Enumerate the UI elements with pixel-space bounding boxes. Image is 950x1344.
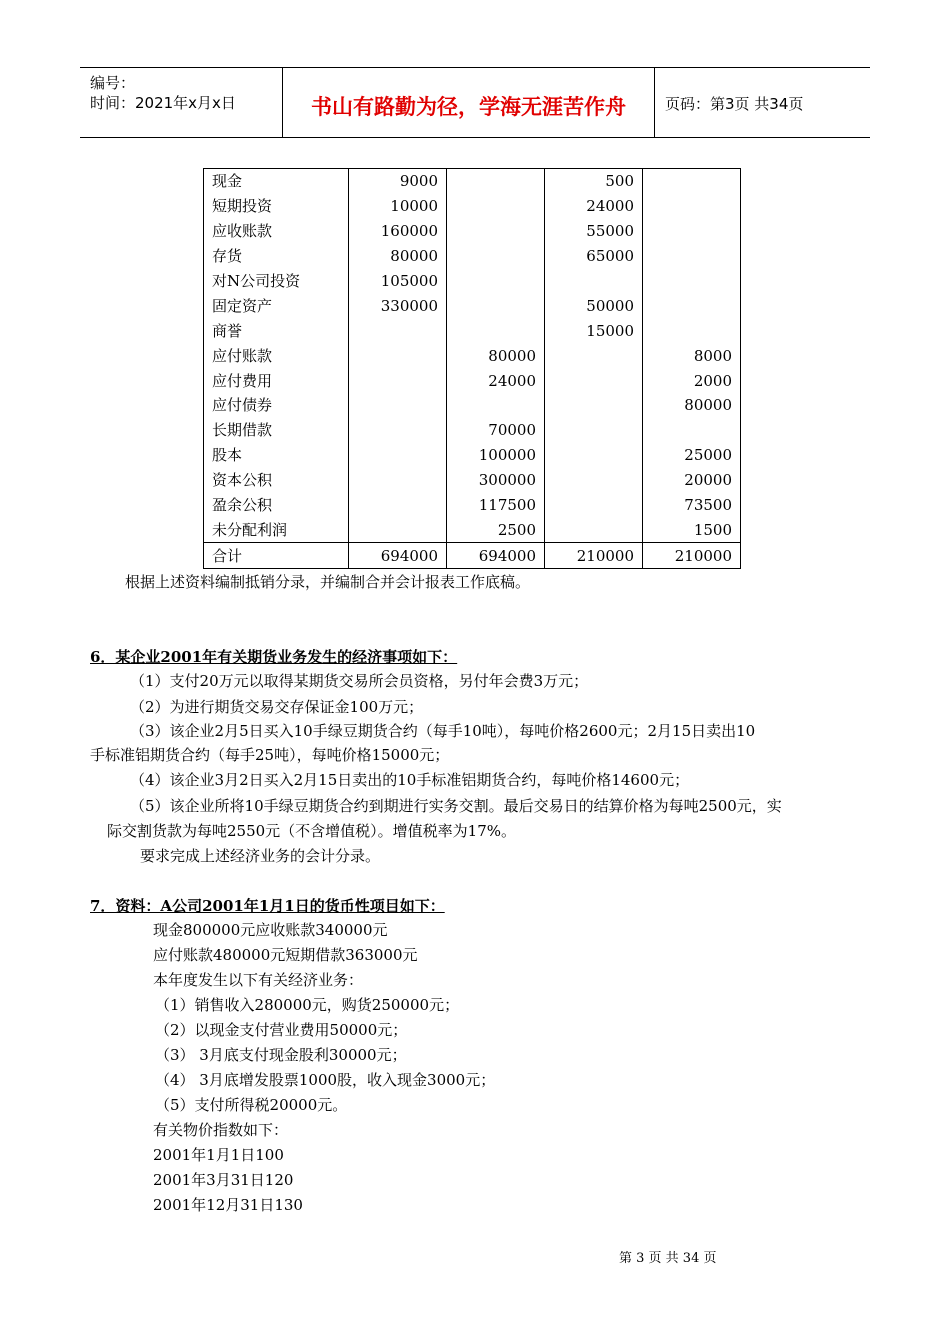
amount-cell: [545, 368, 643, 393]
amount-cell: [349, 318, 447, 343]
page-header: [80, 67, 870, 138]
amount-cell: 694000: [447, 543, 545, 569]
amount-cell: [545, 343, 643, 368]
amount-cell: [349, 418, 447, 443]
q7-line: 2001年1月1日100: [153, 1146, 284, 1164]
amount-cell: 117500: [447, 493, 545, 518]
page-number-label: 页码：第3页 共34页: [665, 95, 804, 113]
account-name-cell: 应付费用: [204, 368, 349, 393]
q7-line: 有关物价指数如下：: [153, 1121, 289, 1139]
q7-line: 2001年12月31日130: [153, 1196, 303, 1214]
table-row: [204, 194, 741, 219]
account-name-cell: 应收账款: [204, 219, 349, 244]
q7-line: （2）以现金支付营业费用50000元；: [155, 1021, 408, 1039]
amount-cell: 15000: [545, 318, 643, 343]
amount-cell: [447, 219, 545, 244]
table-row: [204, 468, 741, 493]
amount-cell: 55000: [545, 219, 643, 244]
amount-cell: [349, 443, 447, 468]
table-row: [204, 368, 741, 393]
time-label: 时间：2021年x月x日: [90, 94, 236, 112]
amount-cell: 24000: [447, 368, 545, 393]
amount-cell: [643, 169, 741, 194]
table-row: [204, 169, 741, 194]
amount-cell: [545, 418, 643, 443]
account-name-cell: 固定资产: [204, 293, 349, 318]
amount-cell: [447, 293, 545, 318]
amount-cell: 73500: [643, 493, 741, 518]
table-row: [204, 493, 741, 518]
account-name-cell: 资本公积: [204, 468, 349, 493]
amount-cell: [349, 468, 447, 493]
amount-cell: [349, 517, 447, 542]
account-name-cell: 合计: [204, 543, 349, 569]
amount-cell: [349, 493, 447, 518]
amount-cell: 160000: [349, 219, 447, 244]
amount-cell: 20000: [643, 468, 741, 493]
amount-cell: [643, 244, 741, 269]
amount-cell: [447, 318, 545, 343]
table-row: [204, 244, 741, 269]
table-total-row: [204, 543, 741, 569]
amount-cell: 210000: [643, 543, 741, 569]
account-name-cell: 短期投资: [204, 194, 349, 219]
q6-line: （3）该企业2月5日买入10手绿豆期货合约（每手10吨），每吨价格2600元；2月15日卖出10: [130, 722, 756, 740]
q6-title: 6．某企业2001年有关期货业务发生的经济事项如下：: [90, 648, 458, 666]
amount-cell: [643, 293, 741, 318]
table-row: [204, 418, 741, 443]
amount-cell: 10000: [349, 194, 447, 219]
q7-line: （1）销售收入280000元，购货250000元；: [155, 996, 460, 1014]
table-row: [204, 393, 741, 418]
amount-cell: [545, 393, 643, 418]
amount-cell: [447, 194, 545, 219]
amount-cell: 9000: [349, 169, 447, 194]
amount-cell: [545, 443, 643, 468]
amount-cell: 694000: [349, 543, 447, 569]
account-name-cell: 股本: [204, 443, 349, 468]
instruction-text: 根据上述资料编制抵销分录，并编制合并会计报表工作底稿。: [125, 573, 531, 591]
q7-line: （4） 3月底增发股票1000股，收入现金3000元；: [155, 1071, 496, 1089]
amount-cell: [643, 219, 741, 244]
table-row: [204, 293, 741, 318]
account-name-cell: 对N公司投资: [204, 269, 349, 294]
amount-cell: 500: [545, 169, 643, 194]
motto: 书山有路勤为径，学海无涯苦作舟: [311, 95, 626, 119]
header-motto-box: [283, 68, 655, 137]
amount-cell: 2000: [643, 368, 741, 393]
amount-cell: 80000: [349, 244, 447, 269]
q7-line: 2001年3月31日120: [153, 1171, 294, 1189]
q6-line: （1）支付20万元以取得某期货交易所会员资格，另付年会费3万元；: [130, 672, 589, 690]
table-row: [204, 219, 741, 244]
table-row: [204, 318, 741, 343]
amount-cell: 300000: [447, 468, 545, 493]
amount-cell: [643, 418, 741, 443]
amount-cell: [643, 194, 741, 219]
amount-cell: [447, 269, 545, 294]
amount-cell: 8000: [643, 343, 741, 368]
q6-line: 要求完成上述经济业务的会计分录。: [140, 847, 381, 865]
q6-line: （2）为进行期货交易交存保证金100万元；: [130, 698, 424, 716]
q7-line: 本年度发生以下有关经济业务：: [153, 971, 364, 989]
q6-line: 际交割货款为每吨2550元（不含增值税）。增值税率为17%。: [107, 822, 517, 840]
balance-table: [203, 168, 741, 569]
table-row: [204, 343, 741, 368]
table-row: [204, 269, 741, 294]
q7-line: 现金800000元应收账款340000元: [153, 921, 388, 939]
q7-title: 7．资料：A公司2001年1月1日的货币性项目如下：: [90, 897, 445, 915]
q7-line: 应付账款480000元短期借款363000元: [153, 946, 418, 964]
amount-cell: 25000: [643, 443, 741, 468]
amount-cell: [643, 269, 741, 294]
amount-cell: [447, 244, 545, 269]
q6-line: （4）该企业3月2日买入2月15日卖出的10手标准铝期货合约，每吨价格14600元；: [130, 771, 690, 789]
page-footer: 第 3 页 共 34 页: [619, 1251, 717, 1266]
q6-line: 手标准铝期货合约（每手25吨），每吨价格15000元；: [90, 746, 450, 764]
header-meta: [80, 68, 283, 137]
amount-cell: 80000: [447, 343, 545, 368]
account-name-cell: 商誉: [204, 318, 349, 343]
q7-line: （3） 3月底支付现金股利30000元；: [155, 1046, 407, 1064]
account-name-cell: 盈余公积: [204, 493, 349, 518]
amount-cell: 1500: [643, 517, 741, 542]
q6-line: （5）该企业所将10手绿豆期货合约到期进行实务交割。最后交易日的结算价格为每吨2500元，实: [130, 797, 782, 815]
amount-cell: 65000: [545, 244, 643, 269]
amount-cell: [545, 517, 643, 542]
amount-cell: 2500: [447, 517, 545, 542]
account-name-cell: 存货: [204, 244, 349, 269]
account-name-cell: 应付债券: [204, 393, 349, 418]
table-row: [204, 443, 741, 468]
amount-cell: [447, 169, 545, 194]
amount-cell: [349, 343, 447, 368]
q7-line: （5）支付所得税20000元。: [155, 1096, 348, 1114]
amount-cell: 50000: [545, 293, 643, 318]
amount-cell: [545, 493, 643, 518]
table-row: [204, 517, 741, 542]
amount-cell: [545, 468, 643, 493]
amount-cell: 70000: [447, 418, 545, 443]
amount-cell: 24000: [545, 194, 643, 219]
code-label: 编号：: [90, 74, 136, 92]
amount-cell: 100000: [447, 443, 545, 468]
amount-cell: [643, 318, 741, 343]
amount-cell: 105000: [349, 269, 447, 294]
amount-cell: 80000: [643, 393, 741, 418]
amount-cell: 330000: [349, 293, 447, 318]
account-name-cell: 应付账款: [204, 343, 349, 368]
account-name-cell: 现金: [204, 169, 349, 194]
account-name-cell: 长期借款: [204, 418, 349, 443]
amount-cell: 210000: [545, 543, 643, 569]
amount-cell: [349, 393, 447, 418]
amount-cell: [447, 393, 545, 418]
account-name-cell: 未分配利润: [204, 517, 349, 542]
amount-cell: [545, 269, 643, 294]
amount-cell: [349, 368, 447, 393]
